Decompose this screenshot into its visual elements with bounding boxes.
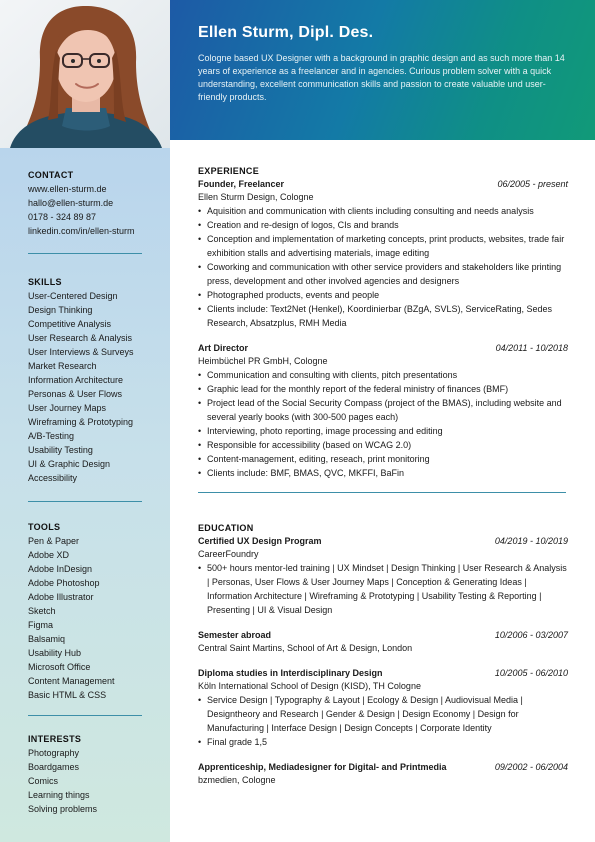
education-bullet: • Final grade 1,5 xyxy=(198,735,568,749)
sidebar-divider xyxy=(28,253,142,254)
job-bullet: • Creation and re-design of logos, CIs and brands xyxy=(198,218,568,232)
education-heading: EDUCATION xyxy=(198,523,254,533)
degree-title: Apprenticeship, Mediadesigner for Digital- and Printmedia xyxy=(198,762,447,772)
experience-entry xyxy=(198,342,568,480)
interest-item: Comics xyxy=(28,776,59,786)
job-bullet: • Interviewing, photo reporting, image processing and editing xyxy=(198,424,568,438)
job-bullet: • Responsible for accessibility (based on WCAG 2.0) xyxy=(198,438,568,452)
education-entry xyxy=(198,667,568,749)
job-bullet: • Photographed products, events and people xyxy=(198,288,568,302)
degree-title: Semester abroad xyxy=(198,630,272,640)
school-name: bzmedien, Cologne xyxy=(198,775,276,785)
tool-item: Figma xyxy=(28,620,54,630)
contact-website[interactable]: www.ellen-sturm.de xyxy=(28,184,107,194)
experience-heading: EXPERIENCE xyxy=(198,166,260,176)
job-bullet: • Clients include: Text2Net (Henkel), Koordinierbar (BZgA, SVLS), ServiceRating, Sedes Research, Absatzplus, RMH Media xyxy=(198,302,568,330)
contact-heading: CONTACT xyxy=(28,170,74,180)
job-bullet: • Content-management, editing, reseach, print monitoring xyxy=(198,452,568,466)
skill-item: Design Thinking xyxy=(28,305,93,315)
skill-item: Information Architecture xyxy=(28,375,124,385)
job-title: Founder, Freelancer xyxy=(198,179,285,189)
section-divider xyxy=(198,492,566,493)
tool-item: Usability Hub xyxy=(28,648,82,658)
person-name: Ellen Sturm, Dipl. Des. xyxy=(198,24,374,41)
education-date: 04/2019 - 10/2019 xyxy=(494,536,568,546)
degree-title: Diploma studies in Interdisciplinary Design xyxy=(198,668,383,678)
skill-item: Wireframing & Prototyping xyxy=(28,417,134,427)
contact-email[interactable]: hallo@ellen-sturm.de xyxy=(28,198,114,208)
interest-item: Photography xyxy=(28,748,80,758)
header-banner xyxy=(170,0,595,140)
education-date: 10/2006 - 03/2007 xyxy=(494,630,568,640)
interests-section xyxy=(28,734,153,816)
skill-item: Competitive Analysis xyxy=(28,319,112,329)
interest-item: Solving problems xyxy=(28,804,98,814)
job-organization: Heimbüchel PR GmbH, Cologne xyxy=(198,356,328,366)
school-name: Central Saint Martins, School of Art & Design, London xyxy=(198,643,413,653)
interests-heading: INTERESTS xyxy=(28,734,82,744)
main-content xyxy=(198,166,568,799)
skills-heading: SKILLS xyxy=(28,277,62,287)
job-date: 04/2011 - 10/2018 xyxy=(495,343,568,353)
tool-item: Adobe InDesign xyxy=(28,564,93,574)
sidebar-divider xyxy=(28,715,142,716)
tool-item: Adobe Photoshop xyxy=(28,578,100,588)
skill-item: UI & Graphic Design xyxy=(28,459,111,469)
skill-item: User Journey Maps xyxy=(28,403,107,413)
interest-item: Boardgames xyxy=(28,762,80,772)
sidebar-divider xyxy=(28,501,142,502)
education-bullet: • 500+ hours mentor-led training | UX Mindset | Design Thinking | User Research & Analysis | Personas, User Flows & User Journey Maps | Conception & Generating Ideas | Information Architecture | Wireframing & Prototyping | Usability Testing & Reporting | Presenting | UI & Visual Design xyxy=(198,561,568,617)
tools-heading: TOOLS xyxy=(28,522,61,532)
experience-entry xyxy=(198,178,568,330)
tool-item: Adobe Illustrator xyxy=(28,592,94,602)
degree-title: Certified UX Design Program xyxy=(198,536,322,546)
tool-item: Basic HTML & CSS xyxy=(28,690,107,700)
job-title: Art Director xyxy=(198,343,249,353)
job-organization: Ellen Sturm Design, Cologne xyxy=(198,192,314,202)
education-bullet: • Service Design | Typography & Layout | Ecology & Design | Audiovisual Media | Designtheory and Research | Gender & Design | Design Economy | Design for Manufacturing | Interface Design | Design Concepts | Corporate Identity xyxy=(198,693,568,735)
profile-summary: Cologne based UX Designer with a background in graphic design and as such more than 14 years of experience as a freelancer and in agencies. Curious problem solver with a quick understanding, excellent communication skills and passion to create valuable und user-friendly products. xyxy=(198,53,565,102)
education-entry xyxy=(198,535,568,617)
skill-item: Personas & User Flows xyxy=(28,389,123,399)
education-date: 09/2002 - 06/2004 xyxy=(494,762,568,772)
skills-section xyxy=(28,277,153,485)
skill-item: Market Research xyxy=(28,361,97,371)
tool-item: Adobe XD xyxy=(28,550,70,560)
job-bullet: • Communication and consulting with clients, pitch presentations xyxy=(198,368,568,382)
school-name: CareerFoundry xyxy=(198,549,259,559)
tool-item: Microsoft Office xyxy=(28,662,91,672)
contact-phone: 0178 - 324 89 87 xyxy=(28,212,97,222)
contact-section xyxy=(28,170,153,238)
skill-item: A/B-Testing xyxy=(28,431,75,441)
skill-item: Accessibility xyxy=(28,473,78,483)
job-date: 06/2005 - present xyxy=(497,179,568,189)
job-bullet: • Coworking and communication with other service providers and stakeholders like printing press, development and other involved agencies and designers xyxy=(198,260,568,288)
job-bullet: • Conception and implementation of marketing concepts, print products, websites, trade fair exhibition stalls and advertising materials, image editing xyxy=(198,232,568,260)
interest-item: Learning things xyxy=(28,790,90,800)
school-name: Köln International School of Design (KISD), TH Cologne xyxy=(198,681,421,691)
skill-item: User Interviews & Surveys xyxy=(28,347,134,357)
profile-photo xyxy=(0,0,170,148)
tool-item: Pen & Paper xyxy=(28,536,80,546)
contact-linkedin[interactable]: linkedin.com/in/ellen-sturm xyxy=(28,226,135,236)
job-bullet: • Aquisition and communication with clients including consulting and needs analysis xyxy=(198,204,568,218)
skill-item: User-Centered Design xyxy=(28,291,118,301)
skill-item: User Research & Analysis xyxy=(28,333,133,343)
education-date: 10/2005 - 06/2010 xyxy=(494,668,568,678)
skill-item: Usability Testing xyxy=(28,445,93,455)
tool-item: Content Management xyxy=(28,676,115,686)
portrait-image xyxy=(0,0,170,148)
job-bullet: • Clients include: BMF, BMAS, QVC, MKFFI, BaFin xyxy=(198,466,568,480)
education-entry xyxy=(198,761,568,787)
education-entry xyxy=(198,629,568,655)
job-bullet: • Graphic lead for the monthly report of the federal ministry of finances (BMF) xyxy=(198,382,568,396)
tool-item: Sketch xyxy=(28,606,56,616)
job-bullet: • Project lead of the Social Security Compass (project of the BMAS), including website and several yearly books (with 300-500 pages each) xyxy=(198,396,568,424)
tool-item: Balsamiq xyxy=(28,634,66,644)
tools-section xyxy=(28,522,153,702)
